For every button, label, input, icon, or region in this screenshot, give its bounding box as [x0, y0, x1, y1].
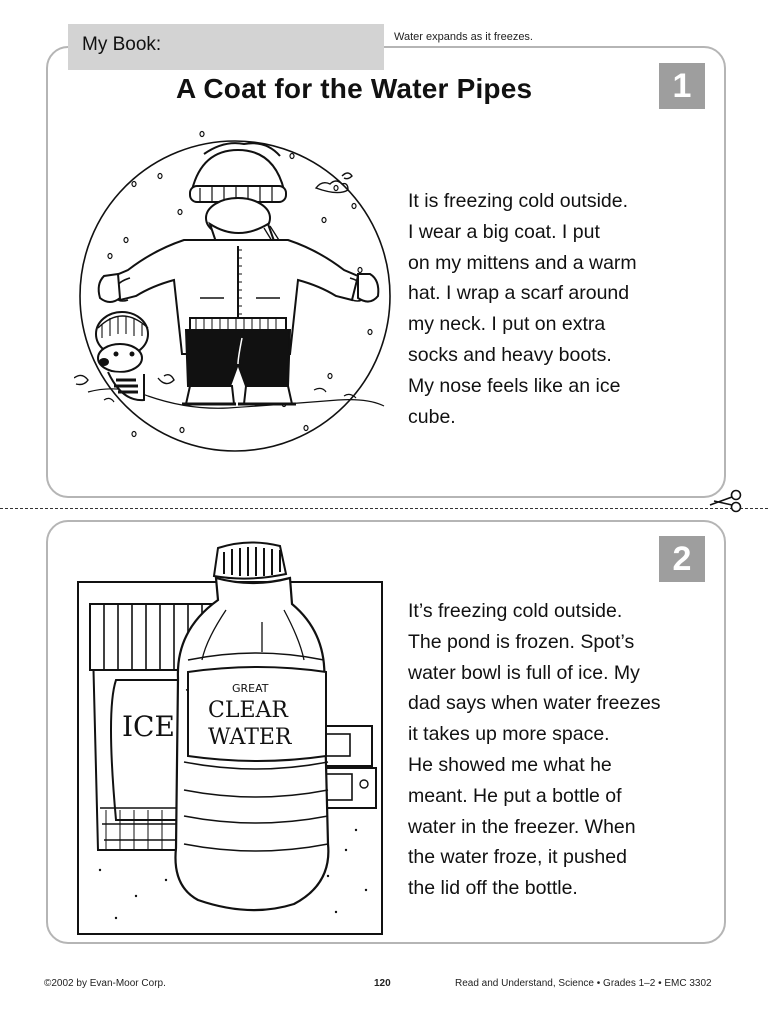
scissors-icon	[708, 487, 748, 515]
story-line: hat. I wrap a scarf around	[408, 282, 630, 305]
story-line: my neck. I put on extra	[408, 313, 606, 336]
story-line: on my mittens and a warm	[408, 251, 637, 274]
cut-line-divider	[0, 508, 768, 510]
my-book-label: My Book:	[82, 34, 162, 55]
story-line: the water froze, it pushed	[408, 846, 627, 869]
page-2-story-text	[408, 596, 661, 904]
water-bottle-in-freezer-illustration	[76, 540, 386, 940]
bottle-label-clear: CLEAR	[208, 698, 288, 723]
story-line: water bowl is full of ice. My	[408, 661, 640, 684]
book-title: A Coat for the Water Pipes	[176, 73, 533, 104]
bottle-label-great: GREAT	[232, 682, 269, 695]
page-1-story-text	[408, 186, 637, 432]
footer-series-info: Read and Understand, Science • Grades 1–2 • EMC 3302	[455, 978, 712, 989]
story-line: He showed me what he	[408, 753, 612, 776]
page-number-badge-2: 2	[659, 536, 705, 582]
story-line: socks and heavy boots.	[408, 343, 612, 366]
child-in-winter-clothes-illustration	[74, 128, 396, 468]
page-subtitle: Water expands as it freezes.	[394, 31, 533, 43]
story-line: the lid off the bottle.	[408, 877, 578, 900]
my-book-tab	[68, 24, 384, 70]
page-number-badge-1: 1	[659, 63, 705, 109]
story-line: My nose feels like an ice	[408, 374, 621, 397]
bottle-label-water: WATER	[208, 725, 292, 750]
story-line: I wear a big coat. I put	[408, 220, 600, 243]
footer-page-number: 120	[374, 978, 391, 989]
story-line: It’s freezing cold outside.	[408, 600, 623, 622]
story-line: water in the freezer. When	[408, 815, 636, 838]
ice-box-label: ICE	[122, 710, 175, 743]
story-line: It is freezing cold outside.	[408, 190, 629, 212]
story-line: it takes up more space.	[408, 723, 610, 746]
story-line: cube.	[408, 405, 456, 428]
story-line: dad says when water freezes	[408, 692, 661, 715]
story-line: meant. He put a bottle of	[408, 784, 622, 807]
footer-copyright: ©2002 by Evan-Moor Corp.	[44, 978, 166, 989]
story-line: The pond is frozen. Spot’s	[408, 630, 635, 653]
